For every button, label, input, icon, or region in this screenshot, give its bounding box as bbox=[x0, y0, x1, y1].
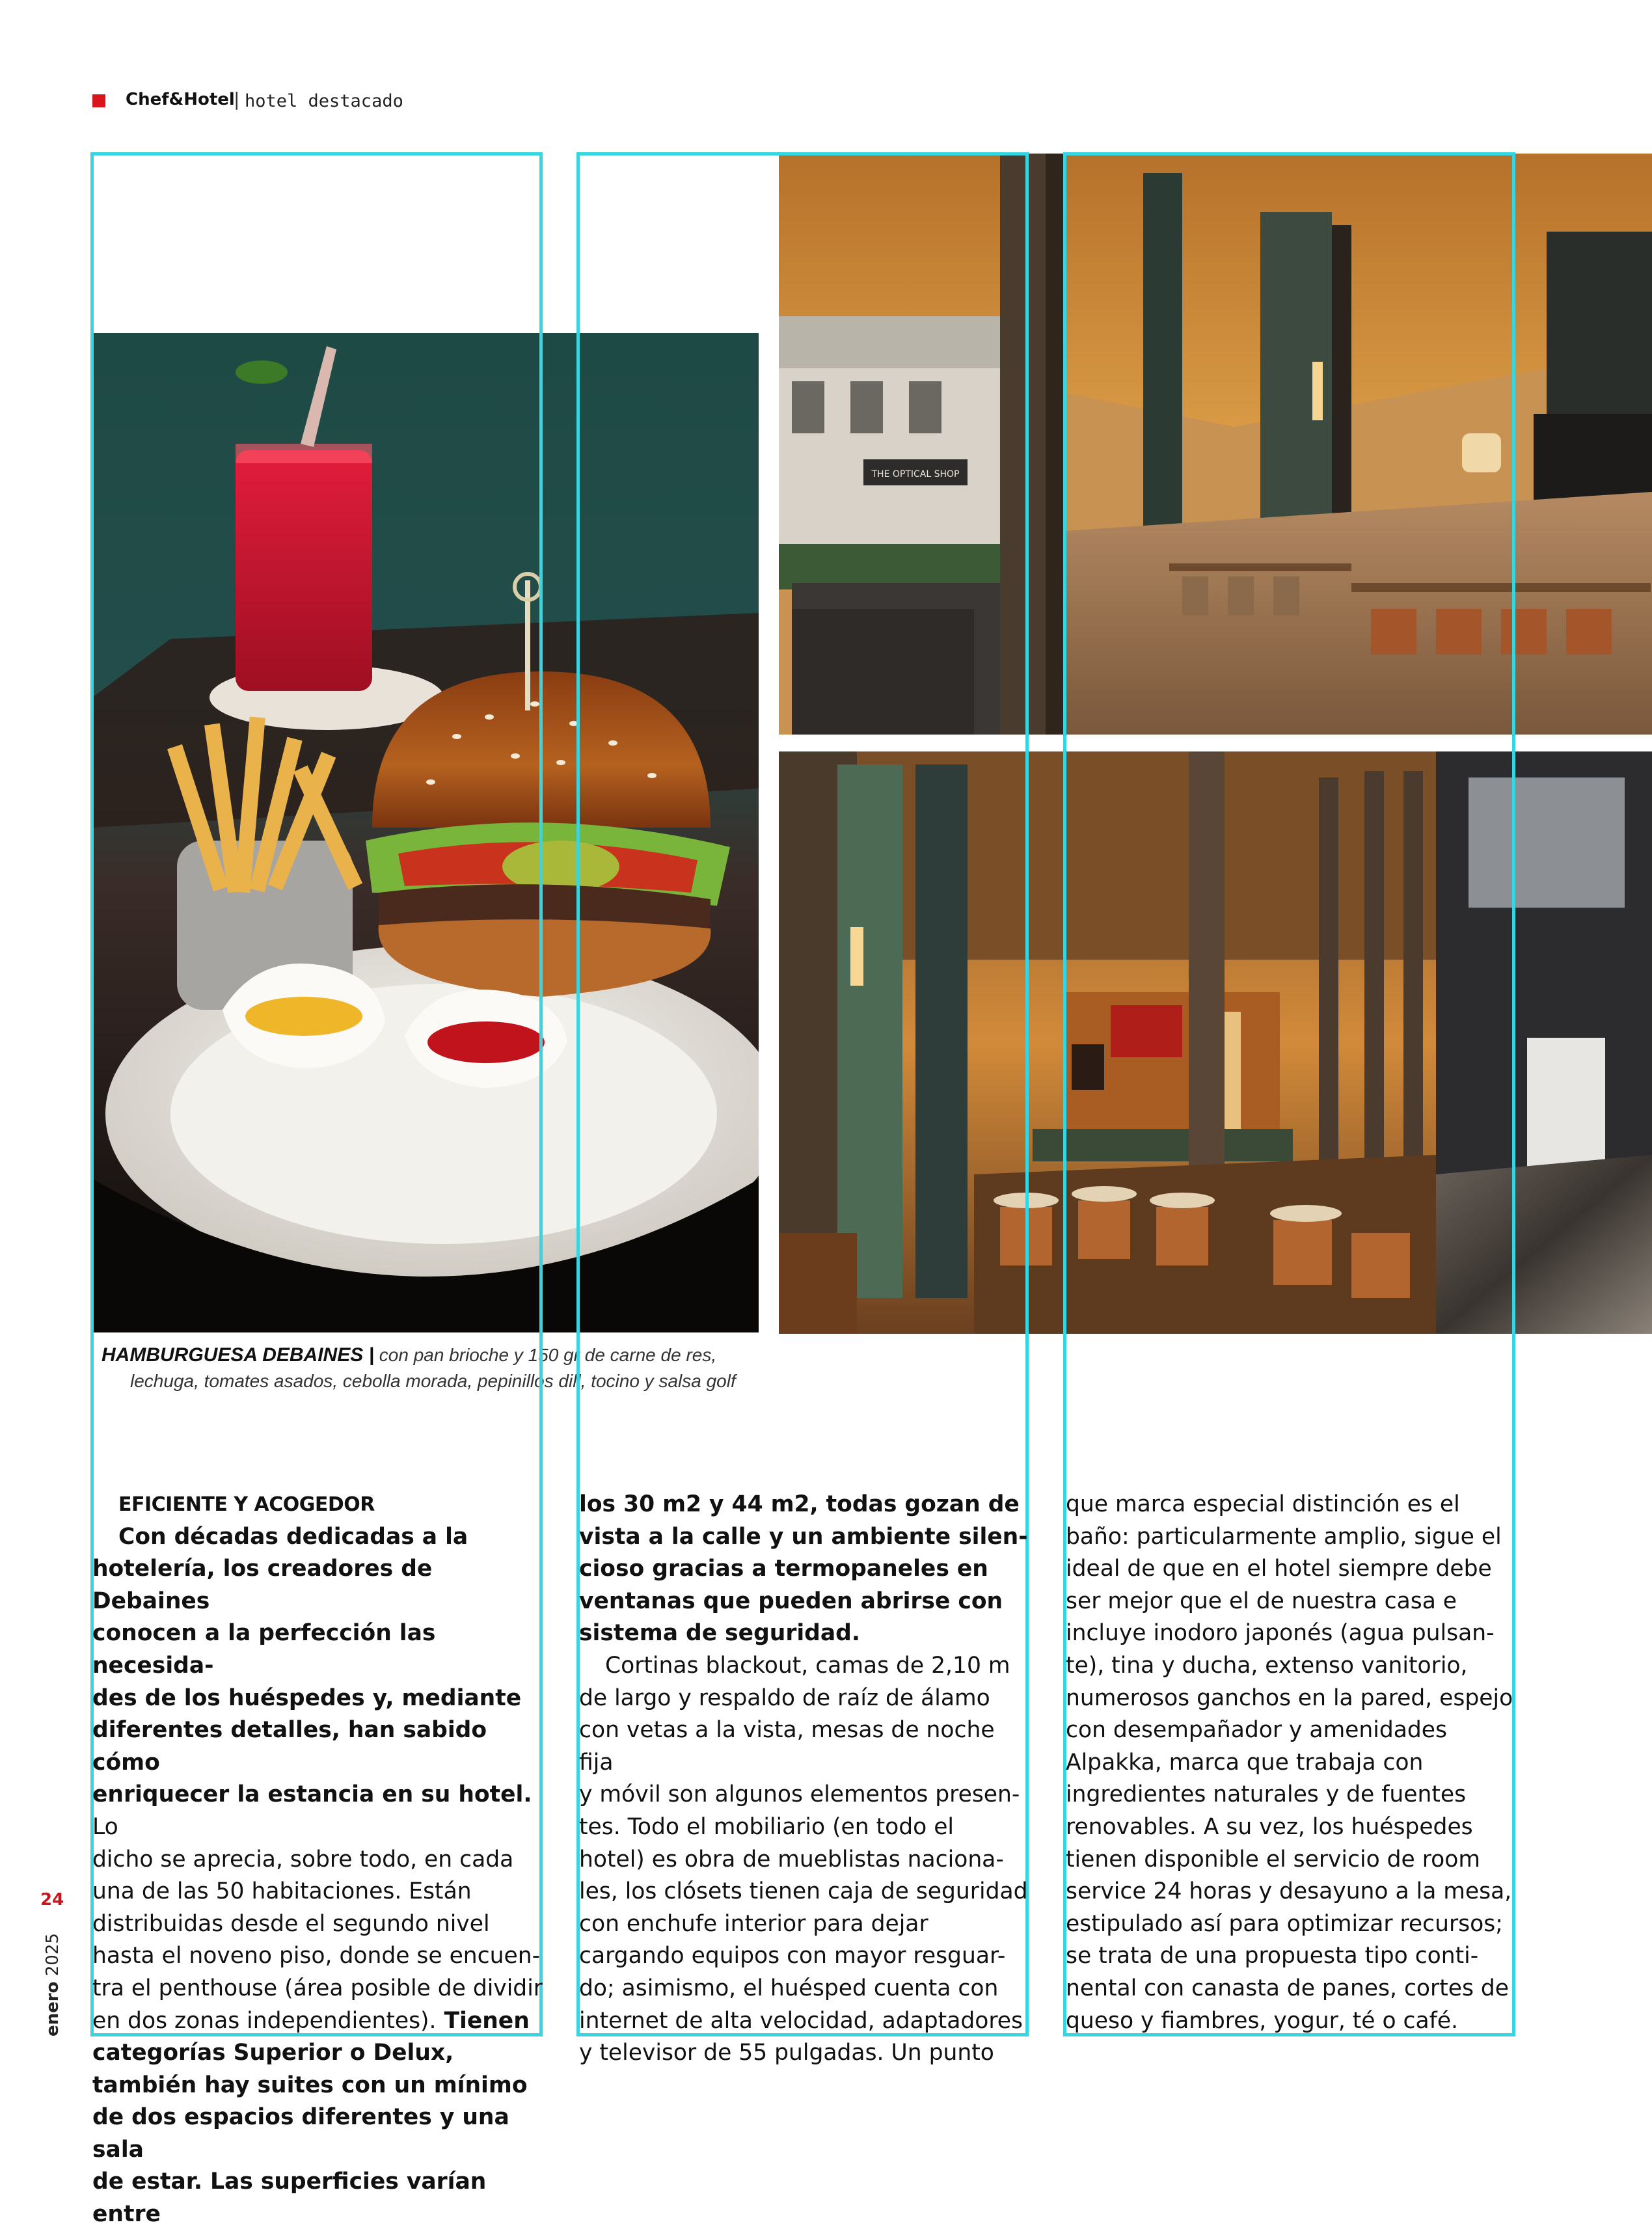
article-column-1 bbox=[92, 1489, 548, 2231]
col1-line: Con décadas dedicadas a la bbox=[118, 1523, 468, 1550]
header-brand: Chef&Hotel bbox=[126, 90, 235, 109]
col2-line: y móvil son algunos elementos presen- bbox=[579, 1781, 1020, 1808]
col1-line: de dos espacios diferentes y una sala bbox=[92, 2104, 509, 2163]
col1-line: distribuidas desde el segundo nivel bbox=[92, 1910, 490, 1937]
col3-line: tienen disponible el servicio de room bbox=[1066, 1846, 1480, 1873]
col2-line: cioso gracias a termopaneles en bbox=[579, 1556, 988, 1582]
col3-line: ingredientes naturales y de fuentes bbox=[1066, 1781, 1467, 1808]
col1-line: en dos zonas independientes). bbox=[92, 2007, 437, 2034]
col3-line: estipulado así para optimizar recursos; bbox=[1066, 1910, 1503, 1937]
col1-line: des de los huéspedes y, mediante bbox=[92, 1684, 522, 1711]
col2-line: y televisor de 55 pulgadas. Un punto bbox=[579, 2040, 994, 2066]
issue-month: enero bbox=[43, 1981, 62, 2036]
col1-line: una de las 50 habitaciones. Están bbox=[92, 1878, 472, 1905]
col1-line: también hay suites con un mínimo bbox=[92, 2072, 528, 2098]
col3-line: service 24 horas y desayuno a la mesa, bbox=[1066, 1878, 1512, 1905]
issue-year: 2025 bbox=[43, 1933, 62, 1977]
storefront-sign: THE OPTICAL SHOP bbox=[871, 469, 960, 480]
col1-line: conocen a la perfección las necesida- bbox=[92, 1620, 436, 1679]
article-column-2 bbox=[579, 1489, 1035, 2070]
article-column-3 bbox=[1066, 1489, 1521, 2037]
col3-line: se trata de una propuesta tipo conti- bbox=[1066, 1943, 1479, 1969]
col2-line: de largo y respaldo de raíz de álamo bbox=[579, 1684, 990, 1711]
col1-line: diferentes detalles, han sabido cómo bbox=[92, 1717, 487, 1776]
col1-line: hotelería, los creadores de Debaines bbox=[92, 1556, 433, 1614]
col1-line: Lo bbox=[92, 1813, 118, 1840]
col3-line: ideal de que en el hotel siempre debe bbox=[1066, 1556, 1492, 1582]
col1-line: tra el penthouse (área posible de dividir bbox=[92, 1975, 543, 2001]
header-section: hotel destacado bbox=[245, 91, 403, 111]
page-number: 24 bbox=[40, 1890, 64, 1910]
col2-line: Cortinas blackout, camas de 2,10 m bbox=[605, 1652, 1010, 1679]
col1-line: hasta el noveno piso, donde se encuen- bbox=[92, 1943, 541, 1969]
col2-line: vista a la calle y un ambiente silen- bbox=[579, 1523, 1028, 1550]
header-separator: | bbox=[234, 88, 240, 110]
col2-line: les, los clósets tienen caja de seguridad bbox=[579, 1878, 1028, 1905]
col1-line: enriquecer la estancia en su hotel. bbox=[92, 1781, 532, 1808]
col2-line: con vetas a la vista, mesas de noche fija bbox=[579, 1717, 995, 1776]
header-marker bbox=[92, 94, 105, 107]
col2-line: hotel) es obra de mueblistas naciona- bbox=[579, 1846, 1004, 1873]
col3-line: renovables. A su vez, los huéspedes bbox=[1066, 1813, 1473, 1840]
col1-line: de estar. Las superficies varían entre bbox=[92, 2169, 487, 2228]
col2-line: cargando equipos con mayor resguar- bbox=[579, 1943, 1006, 1969]
col3-line: que marca especial distinción es el bbox=[1066, 1491, 1460, 1517]
col2-line: los 30 m2 y 44 m2, todas gozan de bbox=[579, 1491, 1020, 1517]
col3-line: te), tina y ducha, extenso vanitorio, bbox=[1066, 1652, 1468, 1679]
col3-line: incluye inodoro japonés (agua pulsan- bbox=[1066, 1620, 1495, 1647]
col2-line: ventanas que pueden abrirse con bbox=[579, 1588, 1003, 1614]
col2-line: do; asimismo, el huésped cuenta con bbox=[579, 1975, 999, 2001]
col1-line: dicho se aprecia, sobre todo, en cada bbox=[92, 1846, 514, 1873]
caption-line-2: lechuga, tomates asados, cebolla morada, pepinillos dill, tocino y salsa golf bbox=[130, 1371, 736, 1391]
col2-line: con enchufe interior para dejar bbox=[579, 1910, 928, 1937]
col3-line: Alpakka, marca que trabaja con bbox=[1066, 1749, 1424, 1776]
col1-line: categorías Superior o Delux, bbox=[92, 2040, 454, 2066]
col1-line: Tienen bbox=[436, 2007, 530, 2034]
col3-line: ser mejor que el de nuestra casa e bbox=[1066, 1588, 1457, 1614]
col2-line: sistema de seguridad. bbox=[579, 1620, 860, 1647]
article-subhead: EFICIENTE Y ACOGEDOR bbox=[118, 1493, 375, 1516]
col2-line: internet de alta velocidad, adaptadores bbox=[579, 2007, 1023, 2034]
col3-line: numerosos ganchos en la pared, espejo bbox=[1066, 1684, 1513, 1711]
caption-text-1: con pan brioche y 150 gr de carne de res, bbox=[373, 1345, 717, 1365]
col3-line: baño: particularmente amplio, sigue el bbox=[1066, 1523, 1502, 1550]
col3-line: con desempañador y amenidades bbox=[1066, 1717, 1447, 1744]
col3-line: queso y fiambres, yogur, té o café. bbox=[1066, 2007, 1459, 2034]
issue-date bbox=[43, 1933, 62, 2036]
caption-title: HAMBURGUESA DEBAINES | bbox=[102, 1344, 374, 1366]
col3-line: nental con canasta de panes, cortes de bbox=[1066, 1975, 1510, 2001]
col2-line: tes. Todo el mobiliario (en todo el bbox=[579, 1813, 955, 1840]
